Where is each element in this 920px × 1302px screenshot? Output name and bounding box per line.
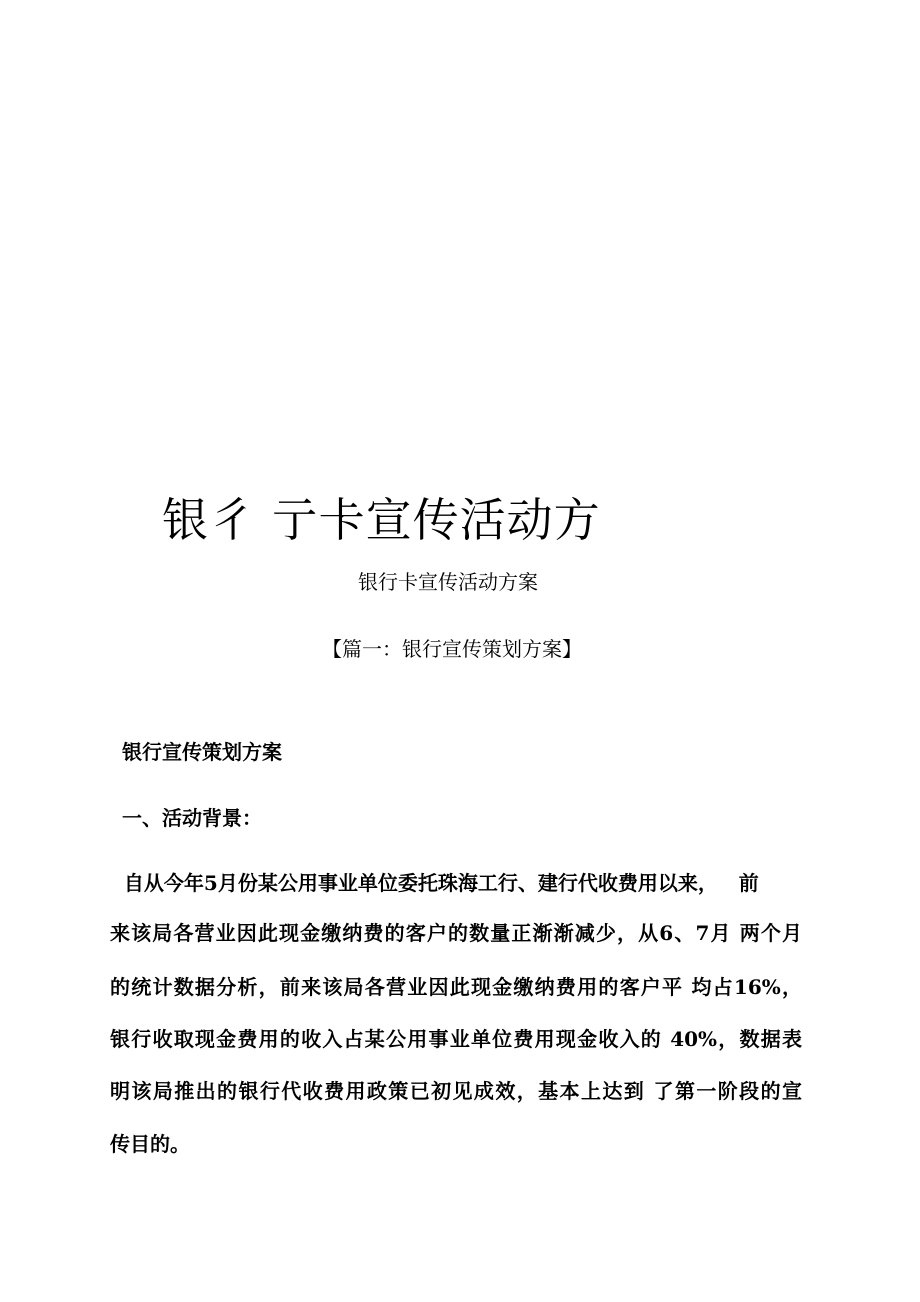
part-heading: 【篇一：银行宣传策划方案】: [322, 637, 582, 661]
document-subtitle: 银行卡宣传活动方案: [358, 570, 538, 594]
paragraph-line: 的统计数据分析，前来该局各营业因此现金缴纳费用的客户平 均占16%，: [110, 975, 802, 999]
section-title: 银行宣传策划方案: [122, 740, 282, 764]
paragraph-line: 银行收取现金费用的收入占某公用事业单位费用现金收入的 40%，数据表: [110, 1027, 802, 1051]
document-title: 银彳 亍卡宣传活动方: [162, 493, 601, 547]
section-1-heading: 一、活动背景：: [122, 806, 262, 830]
paragraph-line: 明该局推出的银行代收费用政策已初见成效，基本上达到 了第一阶段的宣: [110, 1079, 802, 1103]
paragraph-line: 来该局各营业因此现金缴纳费的客户的数量正渐渐减少，从6、7月 两个月: [110, 921, 802, 945]
paragraph-line: 传目的。: [110, 1132, 190, 1156]
paragraph-line: 自从今年5月份某公用事业单位委托珠海工行、建行代收费用以来， 前: [110, 871, 759, 895]
